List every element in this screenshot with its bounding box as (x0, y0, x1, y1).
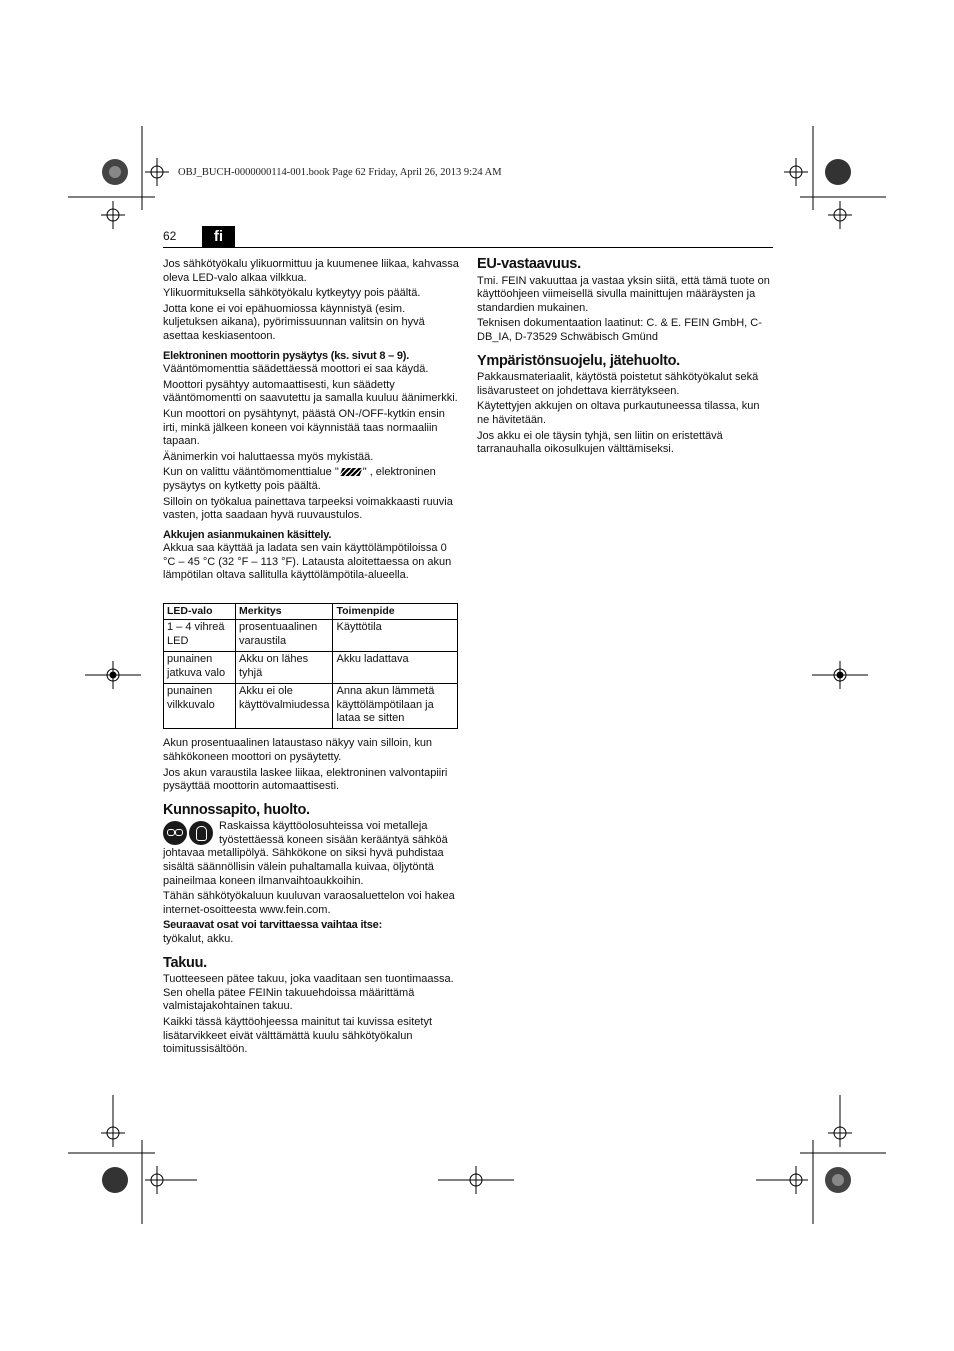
paragraph: Tuotteeseen pätee takuu, joka vaaditaan sen tuontimaassa. Sen ohella pätee FEINin takuuehdoissa määrittämä valmistajakohtainen takuu. (163, 973, 454, 1013)
paragraph: Tmi. FEIN vakuuttaa ja vastaa yksin siitä, että tämä tuote on käyttöohjeen viimeisellä sivulla mainittujen määräysten ja standardien mukainen. (477, 274, 770, 314)
right-column (477, 258, 773, 459)
registration-mark-icon (145, 1166, 197, 1194)
text-span: " , elektroninen pysäytys on kytketty pois päältä. (163, 466, 436, 492)
subheading: Elektroninen moottorin pysäytys (ks. sivut 8 – 9). (163, 349, 410, 362)
registration-mark-icon (828, 1095, 852, 1147)
paragraph: Kaikki tässä käyttöohjeessa mainitut tai kuvissa esitetyt lisätarvikkeet eivät välttämättä kuulu sähkötyökalun toimitussisältöön. (163, 1016, 433, 1056)
table-row (164, 620, 458, 652)
paragraph: työkalut, akku. (163, 933, 234, 946)
paragraph: Tähän sähkötyökaluun kuuluvan varaosaluettelon voi hakea internet-osoitteesta www.fein.com. (163, 890, 455, 916)
text-span: Raskaissa käyttöolosuhteissa voi metalleja työstettäessä koneen sisään kerääntyä sähköä johtavaa metallipölyä. Sähkökone on siksi hyvä puhdistaa sisältä säännöllisin välein puhaltamalla kuivaa, öljytöntä paineilmaa koneen ilmanvaihtoaukkoihin. (163, 820, 448, 887)
registration-mark-icon (145, 158, 169, 186)
paragraph: Akkua saa käyttää ja ladata sen vain käyttölämpötiloissa 0 °C – 45 °C (32 °F – 113 °F). Latausta aloitettaessa on akun lämpötilan oltava sallitulla käyttölämpötila-alueella. (163, 542, 452, 582)
page-number: 62 (163, 229, 177, 243)
registration-mark-icon (756, 1166, 808, 1194)
led-table (163, 603, 458, 729)
paragraph: Teknisen dokumentaation laatinut: C. & E. FEIN GmbH, C-DB_IA, D-73529 Schwäbisch Gmünd (477, 317, 762, 343)
paragraph: Käytettyjen akkujen on oltava purkautuneessa tilassa, kun ne hävitetään. (477, 400, 760, 426)
table-cell: Käyttötila (333, 620, 458, 652)
text-span: Kun on valittu vääntömomenttialue " (163, 466, 339, 479)
dust-mask-icon (189, 821, 213, 845)
paragraph: Akun prosentuaalinen lataustaso näkyy vain silloin, kun sähkökoneen moottori on pysäytetty. (163, 737, 433, 763)
paragraph: Vääntömomenttia säädettäessä moottori ei saa käydä. (163, 363, 429, 376)
table-cell: Anna akun lämmetä käyttölämpötilaan ja lataa se sitten (333, 684, 458, 729)
paragraph: Jos sähkötyökalu ylikuormittuu ja kuumenee liikaa, kahvassa oleva LED-valo alkaa vilkkua. (163, 258, 459, 284)
language-tab: fi (202, 226, 235, 247)
torque-range-icon (339, 468, 362, 476)
table-cell: prosentuaalinen varaustila (236, 620, 333, 652)
paragraph: Pakkausmateriaalit, käytöstä poistetut sähkötyökalut sekä lisävarusteet on johdettava kierrätykseen. (477, 371, 759, 397)
table-cell: punainen vilkkuvalo (164, 684, 236, 729)
registration-mark-icon (101, 1095, 125, 1147)
column-header: LED-valo (164, 604, 236, 620)
header-rule (163, 247, 773, 248)
table-cell: Akku ladattava (333, 652, 458, 684)
safety-glasses-icon (163, 821, 187, 845)
section-heading-warranty: Takuu. (163, 954, 207, 971)
subheading: Seuraavat osat voi tarvittaessa vaihtaa itse: (163, 919, 383, 932)
registration-mark-icon (828, 201, 852, 229)
paragraph: Äänimerkin voi haluttaessa myös mykistää. (163, 450, 374, 463)
paragraph (163, 466, 459, 493)
paragraph: Jos akku ei ole täysin tyhjä, sen liitin on eristettävä tarranauhalla oikosulkujen välttämiseksi. (477, 429, 723, 456)
registration-mark-icon (784, 158, 808, 186)
registration-mark-icon (101, 201, 125, 229)
table-header-row (164, 604, 458, 620)
paragraph: Jos akun varaustila laskee liikaa, elektroninen valvontapiiri pysäyttää moottorin automaattisesti. (163, 766, 448, 793)
paragraph (163, 820, 459, 888)
column-header: Merkitys (236, 604, 333, 620)
section-heading-eu: EU-vastaavuus. (477, 256, 581, 272)
table-cell: punainen jatkuva valo (164, 652, 236, 684)
paragraph: Moottori pysähtyy automaattisesti, kun säädetty vääntömomentti on saavutettu ja samalla kuuluu äänimerkki. (163, 378, 458, 405)
safety-icons (163, 821, 213, 845)
print-slug: OBJ_BUCH-0000000114-001.book Page 62 Friday, April 26, 2013 9:24 AM (178, 167, 502, 178)
table-cell: 1 – 4 vihreä LED (164, 620, 236, 652)
table-cell: Akku on lähes tyhjä (236, 652, 333, 684)
paragraph: Silloin on työkalua painettava tarpeeksi voimakkaasti ruuvia vasten, jotta saadaan hyvä ruuvaustulos. (163, 495, 453, 522)
table-row (164, 652, 458, 684)
paragraph: Ylikuormituksella sähkötyökalu kytkeytyy pois päältä. (163, 287, 421, 300)
table-cell: Akku ei ole käyttövalmiudessa (236, 684, 333, 729)
subheading: Akkujen asianmukainen käsittely. (163, 528, 332, 541)
table-row (164, 684, 458, 729)
paragraph: Kun moottori on pysähtynyt, päästä ON-/OFF-kytkin ensin irti, minkä jälkeen koneen voi käynnistää taas normaaliin tapaan. (163, 407, 445, 448)
left-column (163, 258, 459, 1059)
registration-mark-icon (438, 1166, 514, 1194)
paragraph: Jotta kone ei voi epähuomiossa käynnistyä (esim. kuljetuksen aikana), pyörimissuunnan valitsin on hyvä asettaa keskiasentoon. (163, 302, 425, 342)
section-heading-environment: Ympäristönsuojelu, jätehuolto. (477, 352, 680, 369)
column-header: Toimenpide (333, 604, 458, 620)
section-heading-maintenance: Kunnossapito, huolto. (163, 801, 310, 818)
